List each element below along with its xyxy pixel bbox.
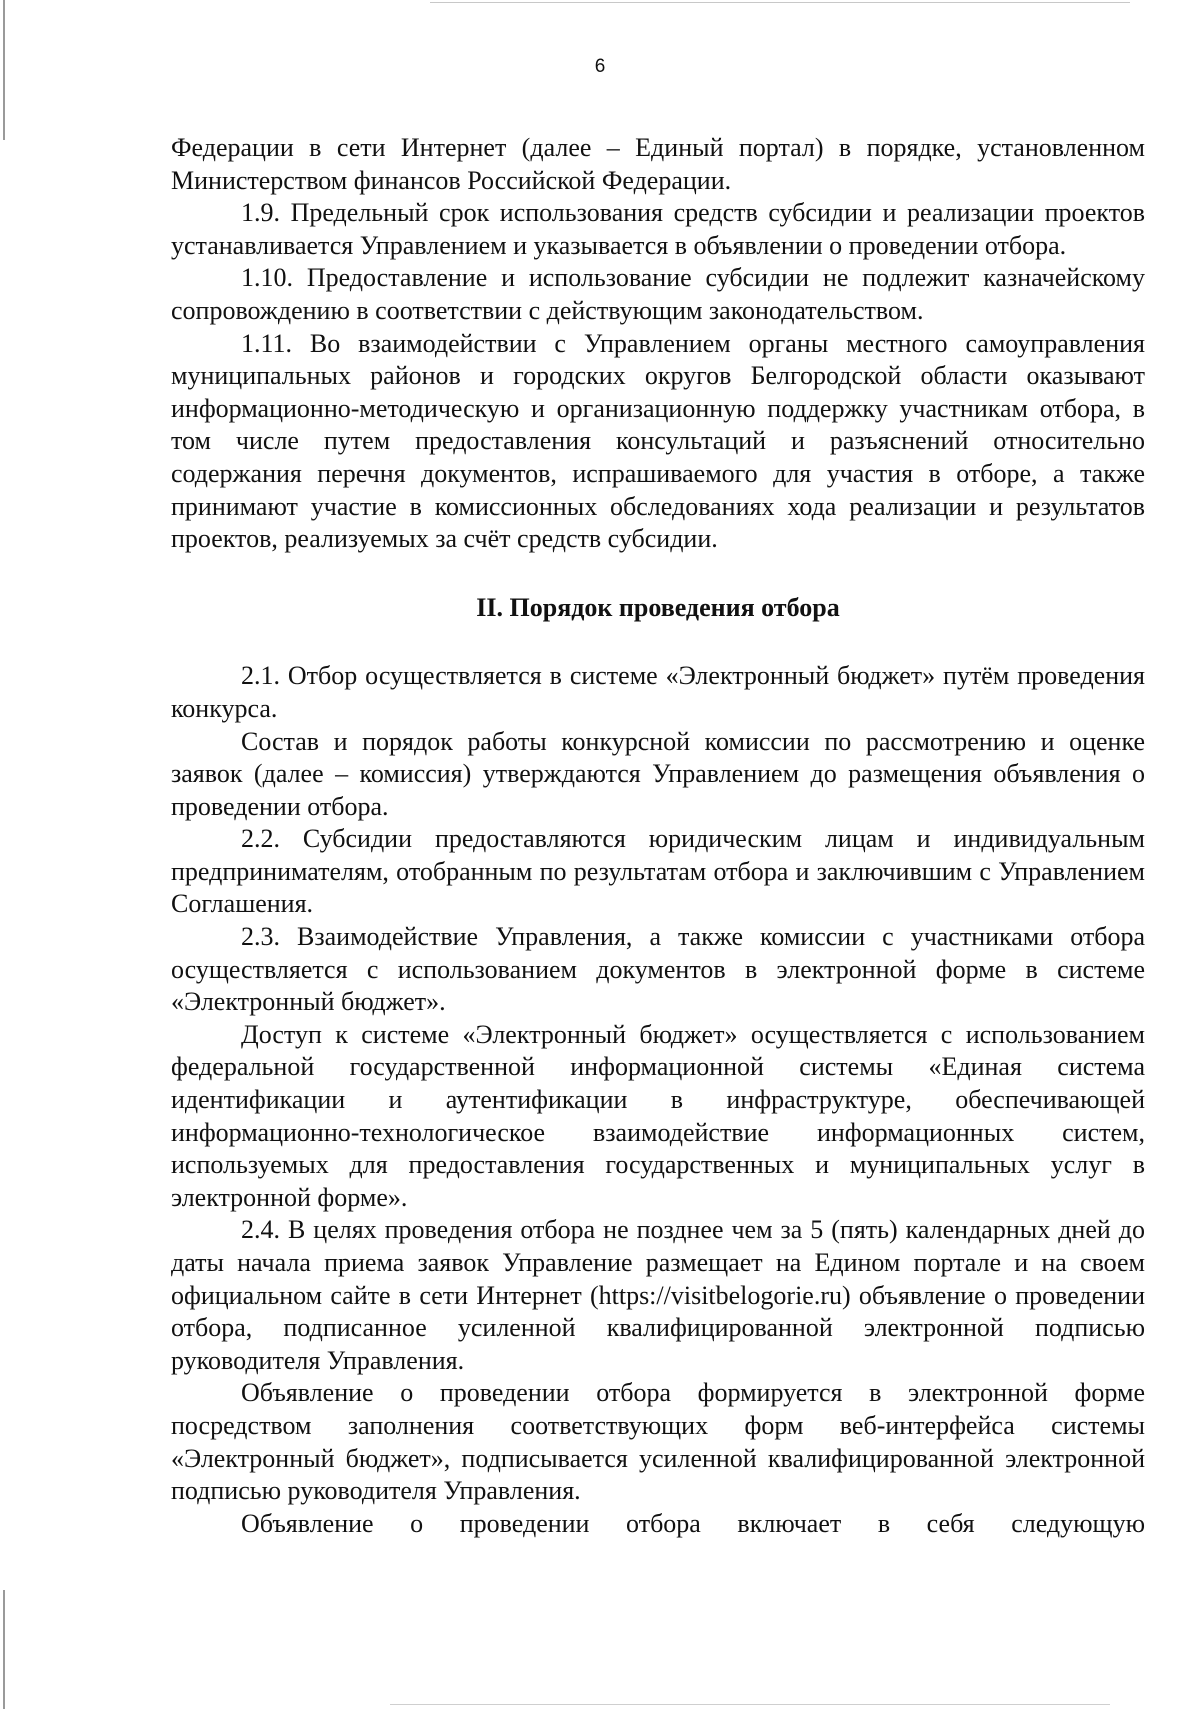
paragraph-announcement-includes: Объявление о проведении отбора включает в себя следующую: [241, 1508, 1145, 1538]
paragraph-1-10: 1.10. Предоставление и использование субсидии не подлежит казначейскому сопровождению в соответствии с действующим законодательством.: [171, 263, 1145, 325]
scan-artifact-top: [430, 2, 1130, 3]
paragraph-2-3: 2.3. Взаимодействие Управления, а также комиссии с участниками отбора осуществляется с использованием документов в электронной форме в системе «Электронный бюджет».: [171, 922, 1145, 1017]
scan-artifact-bottom: [390, 1704, 1110, 1705]
paragraph-commission: Состав и порядок работы конкурсной комиссии по рассмотрению и оценке заявок (далее – комиссия) утверждаются Управлением до размещения объявления о проведении отбора.: [171, 726, 1145, 821]
paragraphs-top: [171, 132, 1145, 556]
paragraph-2-2: 2.2. Субсидии предоставляются юридическим лицам и индивидуальным предпринимателям, отобранным по результатам отбора и заключившим с Управлением Соглашения.: [171, 824, 1145, 919]
paragraphs-bottom: [171, 660, 1145, 1540]
page-number: 6: [594, 56, 606, 77]
section-heading: II. Порядок проведения отбора: [476, 592, 840, 622]
paragraph: Федерации в сети Интернет (далее – Единый портал) в порядке, установленном Министерством финансов Российской Федерации.: [171, 133, 1145, 195]
paragraph-announcement-form: Объявление о проведении отбора формируется в электронной форме посредством заполнения соответствующих форм веб-интерфейса системы «Электронный бюджет», подписывается усиленной квалифицированной электронной подписью руководителя Управления.: [171, 1378, 1145, 1506]
paragraph-2-4: 2.4. В целях проведения отбора не позднее чем за 5 (пять) календарных дней до даты начала приема заявок Управление размещает на Едином портале и на своем официальном сайте в сети Интернет (https://visitbelogorie.ru) объявление о проведении отбора, подписанное усиленной квалифицированной электронной подписью руководителя Управления.: [171, 1215, 1145, 1375]
scan-artifact-left-bottom: [3, 1590, 5, 1709]
paragraph-1-11: 1.11. Во взаимодействии с Управлением органы местного самоуправления муниципальных районов и городских округов Белгородской области оказывают информационно-методическую и организационную поддержку участникам отбора, в том числе путем предоставления консультаций и разъяснений относительно содержания перечня документов, испрашиваемого для участия в отборе, а также принимают участие в комиссионных обследованиях хода реализации и результатов проектов, реализуемых за счёт средств субсидии.: [171, 328, 1145, 554]
paragraph-2-1: 2.1. Отбор осуществляется в системе «Электронный бюджет» путём проведения конкурса.: [171, 661, 1145, 723]
paragraph-1-9: 1.9. Предельный срок использования средств субсидии и реализации проектов устанавливается Управлением и указывается в объявлении о проведении отбора.: [171, 198, 1145, 260]
paragraph-access: Доступ к системе «Электронный бюджет» осуществляется с использованием федеральной государственной информационной системы «Единая система идентификации и аутентификации в инфраструктуре, обеспечивающей информационно-технологическое взаимодействие информационных систем, используемых для предоставления государственных и муниципальных услуг в электронной форме».: [171, 1019, 1145, 1212]
document-body: [171, 132, 1145, 1540]
